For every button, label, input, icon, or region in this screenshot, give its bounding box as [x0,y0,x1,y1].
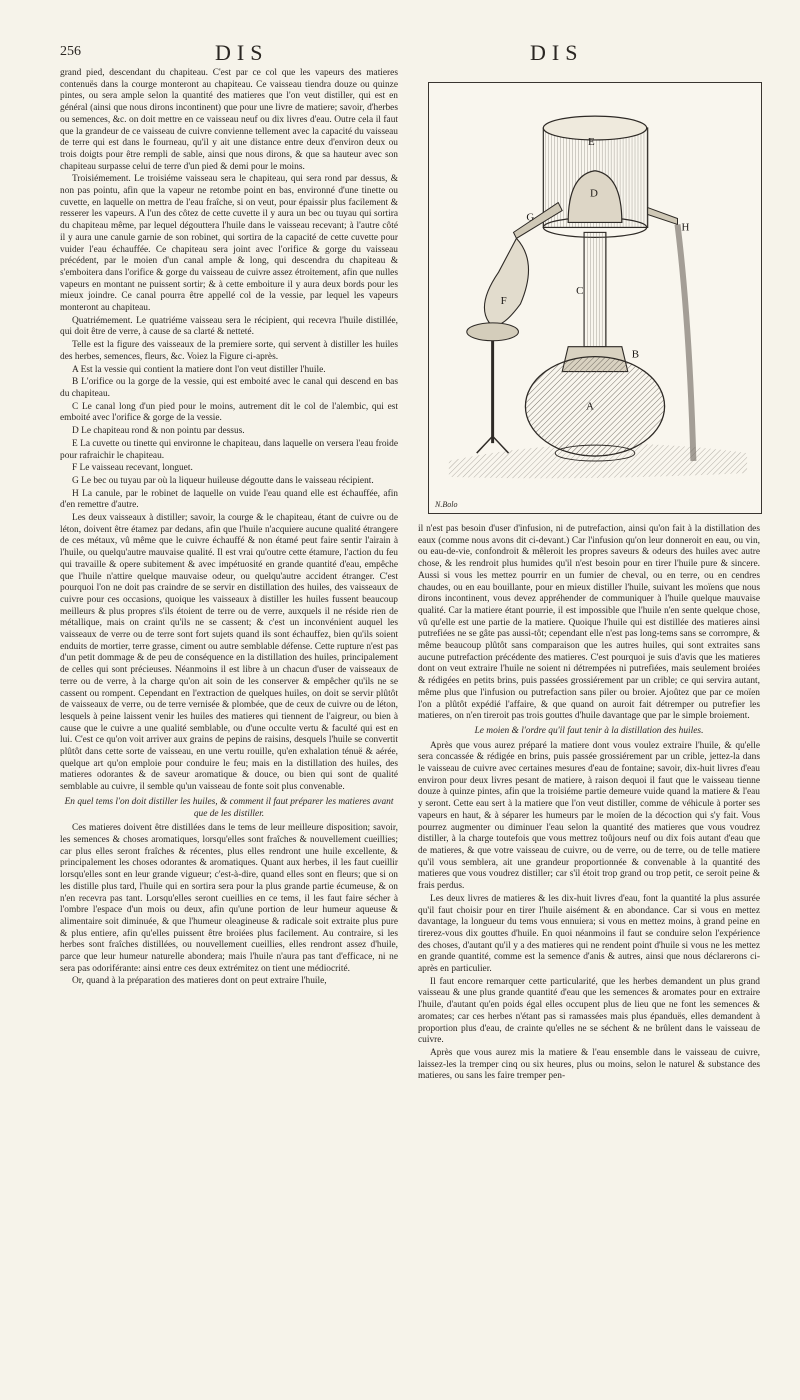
section-heading: Le moien & l'ordre qu'il faut tenir à la distillation des huiles. [474,725,704,736]
label-g: G [526,211,535,224]
paragraph: Les deux vaisseaux à distiller; savoir, la courge & le chapiteau, étant de cuivre ou de léton, doivent être étamez par dedans, afin que l'huile n'acquiere aucune qualité étrangere de ces métaux, vû même que le cuivre échauffé & non étamé peut faire sentir l'airain à l'huile, ou quelqu'autre mauvaise qualité. Il est vrai qu'outre cette étamure, l'action du feu qui travaille & opere subitement & avec impétuosité en grande quantité d'eau, empêche que l'huile n'attire quelque mauvaise odeur, ou quelqu'autre accident étranger. C'est pourquoi l'on ne doit pas craindre de se servir en distillation des huiles, des vaisseaux de cuivre pour ces occasions, quoique les vaisseaux à distiller les huiles fussent beaucoup meilleurs & plus propres s'ils étoient de terre ou de verre, auxquels il ne réside rien de métallique, mais on craint qu'ils ne se cassent; & c'est un inconvénient auquel les vaisseaux de verre ou de terre sont fort sujets quand ils sont échauffez, bien qu'ils soient enduits de mortier, terre grasse, ciment ou autre semblable défense. Cette rupture n'est pas d'un petit dommage & de peu de conséquence en la distillation des huiles, principalement de celles qui sont précieuses. Néanmoins il est libre à un chacun d'user de vaisseaux de terre ou de verre, à la charge qu'on ait soin de les conserver & empêcher qu'ils ne se cassent ou rompent. Cependant en l'extraction de quelques huiles, on doit se servir plûtôt de vaisseaux de verre, ou de terre vernisée & plombée, que de ceux de cuivre ou de léton, lesquels à peine laissent venir les huiles des matieres qui tiennent de l'aigreur, ou bien à cause que le cuivre a une qualité semblable, ou d'une occulte vertu & faculté qui est en lui. C'est ce qu'on voit arriver aux grains de pepins de raisins, desquels l'huile se convertit plûtôt dans cette sorte de vaisseau, en une vertu rouille, qu'en exhalation ténuë & aérée, quelque art qu'on emploie pour conduire le feu; mais en la distillation des huiles, des matieres odorantes & de saveur aromatique & douce, ou bien qui sont de qualité semblable au cuivre, il semble qu'un vaisseau de fonte soit plus convenable. [60,513,398,793]
section-heading: En quel tems l'on doit distiller les huiles, & comment il faut préparer les matieres avant que de les distiller. [64,796,394,819]
label-c: C [576,285,584,298]
label-h: H [681,221,690,234]
legend-item: F Le vaisseau recevant, longuet. [72,463,193,474]
left-column [60,68,398,1378]
legend-item: H La canule, par le robinet de laquelle on vuide l'eau quand elle est échauffée, afin d'en remettre d'autre. [60,488,398,511]
paragraph: Or, quand à la préparation des matieres dont on peut extraire l'huile, [72,976,327,987]
paragraph: Les deux livres de matieres & les dix-huit livres d'eau, font la quantité la plus assurée qu'il faut choisir pour en tirer l'huile aisément & en abondance. Car si vous en mettez davantage, la longueur du tems vous ennuiera; si vous en mettez moins, à grand peine en tirerez-vous dix gouttes d'huile. En quoi néanmoins il faut se conduire selon l'expérience des choses, d'autant qu'il y a des matieres qui ne rendent point d'huile si vous ne les mettez en grande quantité, comme est la semence d'anis & autres, ainsi que nous déclarerons ci-après en particulier. [418,893,760,975]
figure-legend [60,365,398,512]
legend-item: G Le bec ou tuyau par où la liqueur huileuse dégoutte dans le vaisseau récipient. [72,475,374,486]
paragraph: Quatriémement. Le quatriéme vaisseau sera le récipient, qui recevra l'huile distillée, qui doit être de verre, à cause de sa clarté & netteté. [60,315,398,338]
paragraph: Après que vous aurez mis la matiere & l'eau ensemble dans le vaisseau de cuivre, laissez-les la tremper cinq ou six heures, plus ou moins, selon le naturel & substance des matieres, ou sans les faire tremper pen- [418,1047,760,1082]
label-e: E [588,135,595,148]
legend-item: A Est la vessie qui contient la matiere dont l'on veut distiller l'huile. [72,364,326,375]
paragraph: Après que vous aurez préparé la matiere dont vous voulez extraire l'huile, & qu'elle sera concassée & rédigée en brins, puis passée grossiérement par un crible, jettez-la dans le vaisseau de cuivre avec certaines mesures d'eau de fontaine; savoir, dix-huit livres d'eau environ pour deux livres pesant de matiere, à raison dequoi il faut que le vaisseau tienne douze à quinze pintes, afin que la troisiéme partie demeure vuide quand la matiere & l'eau y seront. Cette eau sert à la matiere que l'on veut distiller, comme de véhicule à porter ses vapeurs en haut, & à séparer les humeurs par le moïen de la décoction qui s'y fait. Vous pourrez augmenter ou diminuer l'eau selon la quantité des matieres que vous voudrez distiller, à la charge toutefois que vous mettrez toûjours neuf ou dix fois autant d'eau que de matieres, & que votre vaisseau de cuivre, ou de verre, ou de terre, ou de telle matiere qu'il vous semblera, ait une grandeur proportionnée & convenable à la quantité des matieres que vous voudrez distiller; car s'il étoit trop grand ou trop petit, ce seroit peine & frais perdus. [418,740,760,892]
engraver-signature: N.Bolo [435,500,458,509]
legend-item: C Le canal long d'un pied pour le moins, autrement dit le col de l'alembic, qui est emboité avec l'orifice & gorge de la vessie. [60,401,398,424]
paragraph: Il faut encore remarquer cette particularité, que les herbes demandent un plus grand vaisseau & une plus grande quantité d'eau que les semences & aromates pour en extraire l'huile, d'autant qu'en poids égal elles occupent plus de lieu que ne font les semences & aromates; car ces herbes n'étant pas si ramassées mais plus épanduës, elles demandent à proportion plus d'eau, de crainte qu'elles ne se séchent & ne brûlent dans le vaisseau de cuivre. [418,976,760,1046]
page-header [60,40,760,70]
label-b: B [631,348,640,361]
paragraph: grand pied, descendant du chapiteau. C'est par ce col que les vapeurs des matieres contenuës dans la courge monteront au chapiteau. Ce vaisseau tiendra douze ou quinze pintes, ou sera ample selon la quantité des matieres que l'on veut distiller, qui est en général (ainsi que nous dirons incontinent) que pour une livre de matiere; savoir, d'herbes ou semences, &c. on doit mettre en ce vaisseau neuf ou dix livres d'eau. Outre cela il faut que la grandeur de ce vaisseau de cuivre convienne tellement avec la capacité du vaisseau de terre qui est dans le fourneau, qu'il y ait une distance entre deux d'environ deux ou trois doigts pour être rempli de sable, ainsi que nous dirons, & que sa hauteur avec son chapiteau surpasse celui de terre d'un pied & demi pour le moins. [60,68,398,172]
alembic-illustration [429,83,761,513]
running-head-right: DIS [530,40,584,65]
label-d: D [590,187,598,200]
alembic-figure [428,82,762,514]
running-head-left: DIS [215,40,269,65]
legend-item: E La cuvette ou tinette qui environne le chapiteau, dans laquelle on versera l'eau froide pour rafraichir le chapiteau. [60,438,398,461]
right-column [418,524,760,1380]
label-a: A [586,400,594,413]
page-number: 256 [60,44,81,59]
paragraph: il n'est pas besoin d'user d'infusion, ni de putrefaction, ainsi qu'on fait à la distillation des eaux (comme nous avons dit ci-devant.) Car l'infusion qu'on leur donneroit en eau, ou vin, ou eau-de-vie, confondroit & mêleroit les propres saveurs & odeurs des huiles avec autre chose, & les rendroit plus humides qu'il n'est besoin pour en tirer l'huile pure & sincere. Aussi si vous les mettez pourrir en un fumier de cheval, ou en terre, ou en cendres chaudes, ou en eau bouillante, pour en mieux distiller l'huile, suivant les moïens que nous dirons incontinent, vous devez appréhender de communiquer à l'huile quelque mauvaise qualité. Car la matiere étant pourrie, il est impossible que l'huile n'en sente quelque chose, vû qu'elle est une partie de la matiere. Quoique l'huile qui est distillée des matieres ainsi putrefiées ne se gâte pas aussi-tôt; cependant elle n'est pas long-tems sans se corrompre, & même beaucoup plûtôt sans comparaison que les autres huiles, qui sont extraites sans aucune putrefaction précédente des matieres. C'est pourquoi je suis d'avis que les matieres dont on veut extraire l'huile ne soient ni détrempées ni putrefiées, mais seulement broiées & rédigées en petits brins, puis passées grossiérement par un crible; ce qui servira autant, même plus que l'infusion ou putrefaction sans piler ou broier. Ajoûtez que par ce moïen l'on a plûtôt expédié l'affaire, & que quand on auroit fait détremper ou putrefier les matieres, on n'en tireroit pas trois gouttes d'huile davantage que par le simple broiement. [418,524,760,722]
label-f: F [500,294,507,307]
paragraph: Ces matieres doivent être distillées dans le tems de leur meilleure disposition; savoir, les semences & choses aromatiques, lorsqu'elles sont fraîches & nouvellement cueillies; car plus elles seront fraîches & récentes, plus elles rendront une huile excellente, & principalement les choses odorantes & aromatiques. Quant aux herbes, il les faut cueillir lorsqu'elles sont en leur grande vigueur; c'est-à-dire, quand elles sont en fleurs; que si on les distille plus tard, l'huile qui en sortira sera pour la plus grande partie écumeuse, & on n'en recevra pas tant. Lorsqu'elles seront cueillies en ce tems, il les faut faire sécher à l'ombre l'espace d'un mois ou deux, afin qu'une portion de leur humeur aqueuse & alimentaire soit diminuée, & que l'humeur oleagineuse & radicale soit extraite plus pure & plus entiere, afin qu'elles puissent être broiées plus facilement. Au contraire, si les herbes sont fraîches distillées, ou nouvellement cueillies, elles rendront assez d'huile, parce que leur humeur naturelle abondera; mais l'huile n'aura pas tant d'efficace, ni ne sera pas odoriférante: ainsi entre ces deux extrémitez on tient une médiocrité. [60,823,398,974]
paragraph: Troisiémement. Le troisiéme vaisseau sera le chapiteau, qui sera rond par dessus, & non pas pointu, afin que la vapeur ne retombe point en bas, environné d'une tinette ou cuvette, en laquelle on mettra de l'eau fraîche, si on veut, pour épaissir plus facilement & resserer les vapeurs. A l'un des côtez de cette cuvette il y aura un bec ou tuyau qui sortira du chapiteau même, par lequel dégouttera l'huile dans le vaisseau recevant; à l'autre côté il y aura une canule garnie de son robinet, qui sortira de la capacité de cette cuvette pour vuider l'eau échauffée. Ce chapiteau sera joint avec l'orifice & gorge du vaisseau précédent, par le moien d'un canal ample & long, qui descendra du chapiteau & s'emboitera dans l'orifice & gorge du vaisseau de cuivre assez étroitement, afin que nulles vapeurs en montant ne puissent sortir; & à cette emboiture il y aura deux bords pour les mieux joindre. Ce canal pourra être appellé col de la vessie, par lequel les vapeurs monteront au chapiteau. [60,174,398,314]
paragraph: Telle est la figure des vaisseaux de la premiere sorte, qui servent à distiller les huiles des herbes, semences, fleurs, &c. Voiez la Figure ci-après. [60,340,398,362]
legend-item: B L'orifice ou la gorge de la vessie, qui est emboité avec le canal qui descend en bas du chapiteau. [60,377,398,399]
legend-item: D Le chapiteau rond & non pointu par dessus. [72,426,245,437]
